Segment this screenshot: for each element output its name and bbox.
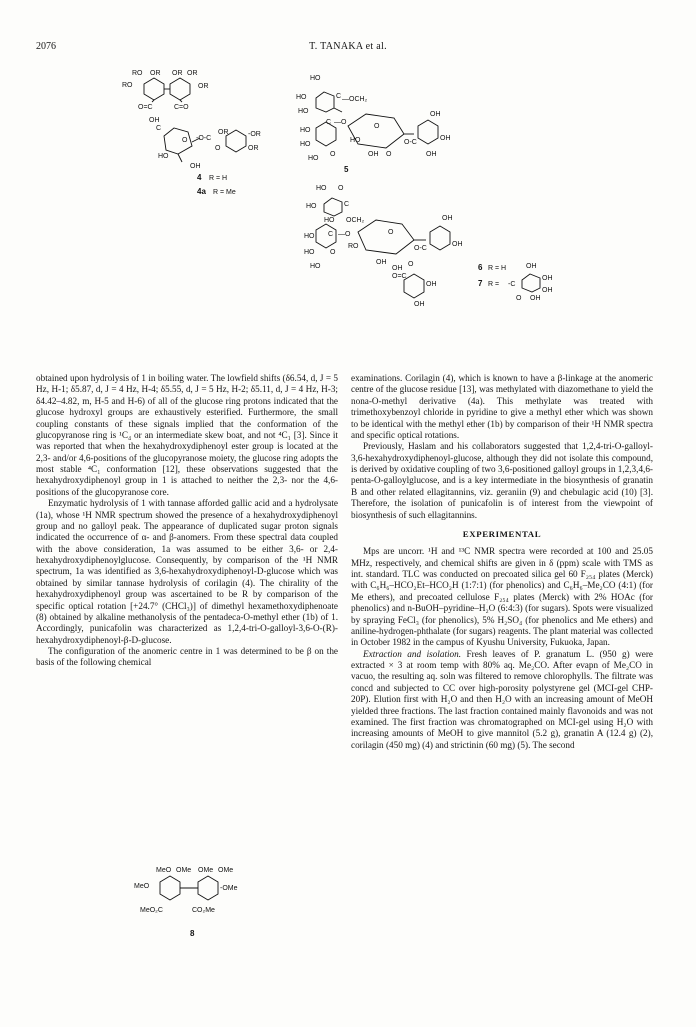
structure-label-6-7	[478, 262, 568, 312]
svg-text:C: C	[344, 201, 350, 208]
paragraph: Mps are uncorr. ¹H and ¹³C NMR spectra were recorded at 100 and 25.05 MHz, respectively, and chemical shifts are given in δ (ppm) scale with TMS as int. standard. TLC was conducted on precoated silica gel 60 F₂₅₄ plates (Merck) with C₆H₆–HCO₂Et–HCO₂H (1:7:1) (for phenolics) and C₆H₆–Me₂CO (4:1) (for Me ethers), and precoated cellulose F₂₅₄ plates (Merck) with 2% HOAc (for phenolics) and n-BuOH–pyridine–H₂O (6:4:3) (for sugars). Spots were visualized by spraying FeCl₃ (for phenolics), 5% H₂SO₄ (for phenolics and Me ethers) and aniline-hydrogen-phthalate (for sugars) reagents. The plant material was collected in October 1982 in the campus of Kyushu University, Fukuoka, Japan.	[351, 546, 653, 648]
svg-text:C: C	[156, 125, 162, 132]
svg-text:O-C: O-C	[404, 139, 417, 146]
svg-text:HO: HO	[300, 127, 311, 134]
svg-text:HO: HO	[308, 155, 319, 162]
svg-text:MeO₂C: MeO₂C	[140, 907, 163, 914]
svg-text:MeO: MeO	[156, 867, 172, 874]
svg-text:HO: HO	[324, 217, 335, 224]
svg-text:OR: OR	[198, 83, 209, 90]
svg-text:OMe: OMe	[198, 867, 214, 874]
svg-text:RO: RO	[122, 82, 133, 89]
paragraph: examinations. Corilagin (4), which is known to have a β-linkage at the anomeric centre of the glucose residue [13], was methylated with diazomethane to yield the nona-O-methyl derivative (4a). This methylate was treated with trimethoxybenzoyl chloride in pyridine to give a methyl ether which was shown to be identical with the methyl ether (1b) by comparison of their ¹H NMR spectra and specific optical rotations.	[351, 373, 653, 440]
paragraph: The configuration of the anomeric centre in 1 was determined to be β on the basis of the following chemical	[36, 646, 338, 668]
svg-text:R =: R =	[488, 281, 500, 288]
svg-text:HO: HO	[304, 233, 315, 240]
running-title: T. TANAKA et al.	[309, 41, 387, 52]
svg-text:OR: OR	[187, 70, 198, 77]
svg-text:HO: HO	[304, 249, 315, 256]
svg-text:OMe: OMe	[176, 867, 192, 874]
svg-text:O: O	[330, 151, 336, 158]
paragraph-body: Fresh leaves of P. granatum L. (950 g) were extracted × 3 at room temp with 80% aq. Me₂CO. After evapn of Me₂CO in vacuo, the resulting aq. soln was filtered to remove chlorophylls. The filtrate was concd and subjected to CC over high-porosity polystyrene gel (MCI-gel CHP-20P). Elution first with H₂O and then H₂O with an increasing amount of MeOH yielded three fractions. The last fraction contained mainly flavonoids and was not examined. The first fraction was chromatographed on MCI-gel using H₂O with increasing amounts of MeOH to give mannitol (5.2 g), granatin A (12.4 g) (2), corilagin (450 mg) (4) and strictinin (60 mg) (5). The second	[351, 648, 653, 750]
svg-text:OR: OR	[218, 129, 229, 136]
svg-text:C: C	[326, 119, 332, 126]
svg-text:4a: 4a	[197, 187, 206, 196]
svg-text:RO: RO	[348, 243, 359, 250]
page-number: 2076	[36, 41, 56, 52]
svg-text:O: O	[386, 151, 392, 158]
svg-text:HO: HO	[316, 185, 327, 192]
svg-text:OCH₂: OCH₂	[346, 217, 365, 224]
left-column	[36, 373, 338, 669]
svg-text:O: O	[408, 261, 414, 268]
svg-text:7: 7	[478, 279, 483, 288]
svg-text:8: 8	[190, 929, 195, 938]
structure-8	[132, 862, 272, 942]
structure-6-7	[246, 176, 496, 312]
paragraph: Enzymatic hydrolysis of 1 with tannase afforded gallic acid and a hydrolysate (1a), whose ¹H NMR spectrum showed the presence of a hexahydroxydiphenoyl group and no galloyl peak. The appearance of duplicated sugar proton signals indicated the occurrence of α- and β-anomers. From these spectral data coupled with the above consideration, 1a was assumed to be either 3,6- or 2,4-hexahydroxydiphenoylglucose. Consequently, by comparison of the ¹H NMR spectrum, 1a was identified as 3,6-hexahydroxydiphenoyl-D-glucose which was obtained by similar tannase hydrolysis of corilagin (4). The chirality of the hexahydroxydiphenoyl group was ascertained to be R by comparison of the specific optical rotation [+24.7° (CHCl₃)] of dimethyl hexamethoxydiphenoate (8) obtained by alkaline methanolysis of the pentadeca-O-methyl ether (1b) of 1. Accordingly, punicafolin was characterized as 1,2,4-tri-O-galloyl-3,6-O-(R)-hexahydroxydiphenoyl-β-D-glucose.	[36, 498, 338, 645]
svg-text:MeO: MeO	[134, 883, 150, 890]
svg-text:O: O	[388, 229, 394, 236]
svg-text:OH: OH	[430, 111, 441, 118]
svg-text:O: O	[374, 123, 380, 130]
svg-text:OMe: OMe	[218, 867, 234, 874]
svg-text:OH: OH	[542, 275, 553, 282]
svg-text:-C: -C	[508, 281, 516, 288]
svg-text:OH: OH	[392, 265, 403, 272]
svg-text:HO: HO	[300, 141, 311, 148]
svg-text:HO: HO	[158, 153, 169, 160]
svg-text:R = H: R = H	[488, 265, 507, 272]
svg-text:OH: OH	[442, 215, 453, 222]
svg-text:C=O: C=O	[174, 104, 189, 111]
svg-text:O: O	[516, 295, 522, 302]
svg-text:OH: OH	[149, 117, 160, 124]
svg-text:HO: HO	[310, 263, 321, 270]
svg-text:4: 4	[197, 173, 202, 182]
svg-text:OR: OR	[150, 70, 161, 77]
structure-5	[286, 68, 456, 178]
svg-text:HO: HO	[296, 94, 307, 101]
svg-text:O=C: O=C	[392, 273, 407, 280]
paragraph: Previously, Haslam and his collaborators suggested that 1,2,4-tri-O-galloyl-3,6-hexahydroxydiphenoyl-glucose, although they did not isolate this compound, is derived by oxidative coupling of two 3,6-positioned galloyl groups in 1,2,3,4,6-penta-O-galloylglucose, and is a key intermediate in the biosynthesis of granatin B and other related ellagitannins, viz. geraniin (9) and chebulagic acid (10) [3]. Therefore, the isolation of punicafolin is of interest from the viewpoint of biosynthesis of such ellagitannins.	[351, 441, 653, 520]
svg-text:OR: OR	[172, 70, 183, 77]
svg-text:C: C	[328, 231, 334, 238]
svg-text:O: O	[330, 249, 336, 256]
svg-text:OH: OH	[190, 163, 201, 170]
svg-text:OR: OR	[248, 145, 259, 152]
svg-text:OH: OH	[426, 151, 437, 158]
section-heading: EXPERIMENTAL	[462, 528, 542, 539]
svg-text:-OMe: -OMe	[220, 885, 238, 892]
svg-text:O: O	[215, 145, 221, 152]
svg-text:O: O	[182, 137, 188, 144]
svg-text:OH: OH	[414, 301, 425, 308]
paragraph	[351, 649, 653, 751]
svg-text:OH: OH	[452, 241, 463, 248]
svg-text:HO: HO	[298, 108, 309, 115]
svg-text:-O-C: -O-C	[196, 135, 212, 142]
run-in-heading: Extraction and isolation.	[363, 648, 462, 659]
svg-text:OH: OH	[440, 135, 451, 142]
svg-text:5: 5	[344, 165, 349, 174]
svg-text:OH: OH	[530, 295, 541, 302]
svg-text:R = H: R = H	[209, 175, 228, 182]
svg-text:O=C: O=C	[138, 104, 153, 111]
svg-text:R = Me: R = Me	[213, 189, 236, 196]
svg-text:HO: HO	[310, 75, 321, 82]
svg-text:OH: OH	[526, 263, 537, 270]
svg-text:—O: —O	[334, 119, 347, 126]
svg-text:HO: HO	[306, 203, 317, 210]
svg-text:6: 6	[478, 263, 483, 272]
svg-text:C: C	[336, 93, 342, 100]
svg-text:O-C: O-C	[414, 245, 427, 252]
structure-4	[122, 58, 292, 178]
svg-text:-OR: -OR	[248, 131, 261, 138]
paragraph: obtained upon hydrolysis of 1 in boiling water. The lowfield shifts (δ6.54, d, J = 5 Hz, H-1; δ5.87, d, J = 4 Hz, H-4; δ5.55, d, J = 5 Hz, H-2; δ5.11, d, J = 4 Hz, H-3; δ4.42–4.82, m, H-5 and H-6) of all of the glucose ring protons indicated that the glucose hydroxyl groups are exhaustively esterified. Furthermore, the small coupling constants of these signals implied that the conformation of the glucopyranose ring is ¹C₄ or an intermediate skew boat, and not ⁴C₁ [3]. Since it was reported that when the hexahydroxydiphenoyl ester group is located at the 2,3- and/or 4,6-positions of the glucopyranose moiety, the glucose ring adopts the most stable ⁴C₁ conformation [12], these observations suggested that the hexahydroxydiphenoyl group in 1 is attached to neither the 2,3- nor the 4,6-positions of the glucopyranose core.	[36, 373, 338, 497]
svg-text:OH: OH	[376, 259, 387, 266]
right-column	[351, 373, 653, 751]
svg-text:CO₂Me: CO₂Me	[192, 907, 215, 914]
svg-text:OH: OH	[368, 151, 379, 158]
svg-text:—O: —O	[338, 231, 351, 238]
svg-text:HO: HO	[350, 137, 361, 144]
svg-text:OH: OH	[426, 281, 437, 288]
svg-text:—OCH₂: —OCH₂	[342, 96, 368, 103]
svg-text:OH: OH	[542, 287, 553, 294]
svg-text:O: O	[338, 185, 344, 192]
svg-text:RO: RO	[132, 70, 143, 77]
